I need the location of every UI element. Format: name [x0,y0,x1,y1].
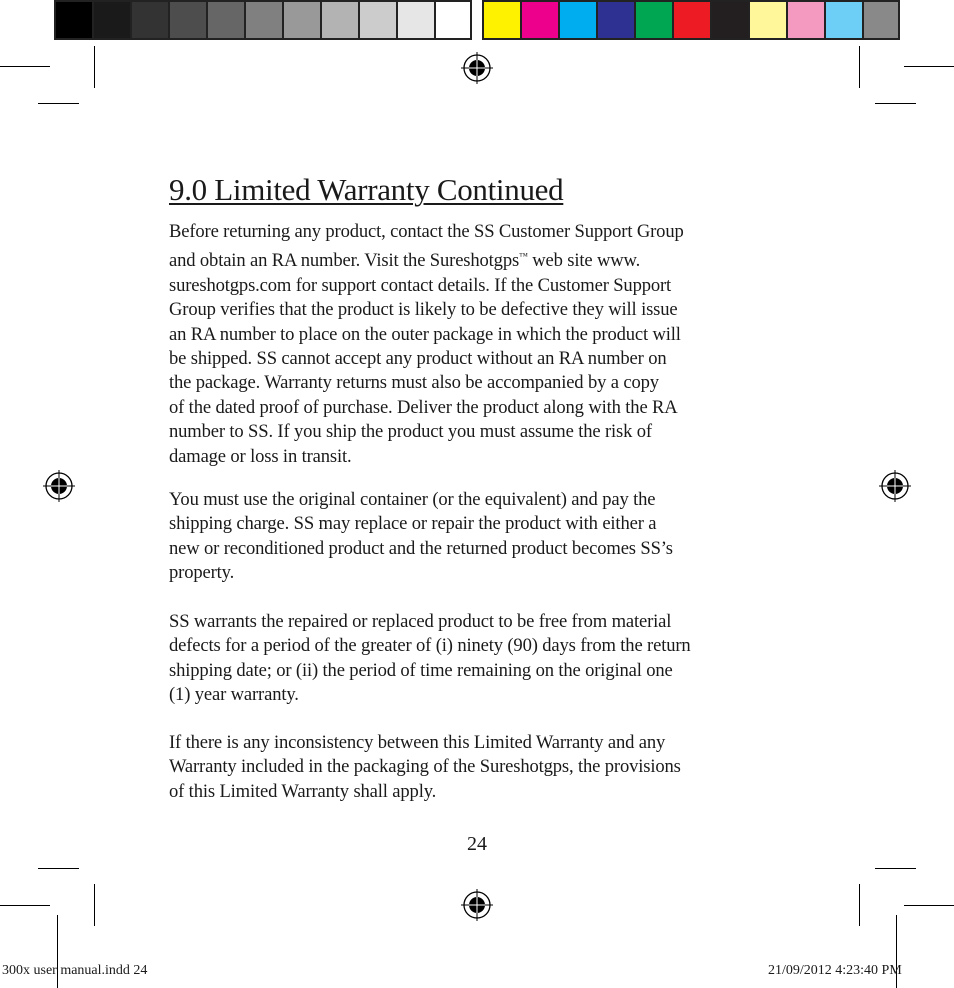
trademark-symbol: ™ [519,251,528,262]
slug-filename: 300x user manual.indd 24 [2,963,148,978]
text-line: You must use the original container (or the equivalent) and pay the [169,489,656,510]
color-swatch [132,2,170,38]
color-swatch [246,2,284,38]
color-swatch [484,2,522,38]
crop-mark [0,66,50,67]
text-line [169,244,684,273]
color-swatch [788,2,826,38]
color-swatch [750,2,788,38]
process-color-bar [482,0,900,40]
color-swatch [598,2,636,38]
paragraph-repair-warranty [169,610,691,708]
paragraph-inconsistency [169,731,681,804]
crop-mark [859,884,860,926]
color-swatch [170,2,208,38]
color-swatch [864,2,898,38]
color-swatch [560,2,598,38]
text-fragment: web site www. [527,250,641,272]
slug-timestamp: 21/09/2012 4:23:40 PM [768,963,902,978]
color-swatch [56,2,94,38]
text-line: shipping charge. SS may replace or repair the product with either a [169,513,657,535]
text-line: If there is any inconsistency between this Limited Warranty and any [169,732,666,753]
paragraph-rma-process [169,220,684,469]
text-line: of the dated proof of purchase. Deliver the product along with the RA [169,396,678,418]
color-swatch [436,2,470,38]
page-number: 24 [467,833,487,855]
color-swatch [322,2,360,38]
crop-mark [94,46,95,88]
color-swatch [94,2,132,38]
text-fragment: and obtain an RA number. Visit the Sureshotgps [169,250,520,272]
crop-mark [38,868,79,869]
color-swatch [826,2,864,38]
text-line: Warranty included in the packaging of the Sureshotgps, the provisions [169,756,681,778]
color-swatch [398,2,436,38]
crop-mark [38,103,79,104]
crop-mark [875,103,916,104]
text-line: Group verifies that the product is likely to be defective they will issue [169,299,678,321]
registration-mark-icon [461,52,493,84]
text-line: of this Limited Warranty shall apply. [169,780,437,802]
crop-mark [904,66,954,67]
crop-mark [859,46,860,88]
crop-mark [875,868,916,869]
text-line: shipping date; or (ii) the period of time remaining on the original one [169,659,673,681]
color-swatch [674,2,712,38]
crop-mark [0,905,50,906]
crop-mark [904,905,954,906]
grayscale-color-bar [54,0,472,40]
text-line: (1) year warranty. [169,684,299,706]
text-line: damage or loss in transit. [169,445,352,467]
color-swatch [360,2,398,38]
text-line: SS warrants the repaired or replaced product to be free from material [169,611,672,632]
text-line: property. [169,562,235,584]
crop-mark [94,884,95,926]
color-swatch [522,2,560,38]
color-swatch [284,2,322,38]
text-line: number to SS. If you ship the product you must assume the risk of [169,421,652,443]
color-swatch [208,2,246,38]
registration-mark-icon [461,889,493,921]
text-line: Before returning any product, contact the SS Customer Support Group [169,221,684,242]
text-line: new or reconditioned product and the returned product becomes SS’s [169,537,673,559]
registration-mark-icon [879,470,911,502]
text-line: sureshotgps.com for support contact details. If the Customer Support [169,274,672,296]
paragraph-shipping [169,488,673,586]
registration-mark-icon [43,470,75,502]
text-line: the package. Warranty returns must also be accompanied by a copy [169,372,659,394]
text-line: defects for a period of the greater of (i) ninety (90) days from the return [169,635,691,657]
section-heading: 9.0 Limited Warranty Continued [169,172,564,207]
text-line: be shipped. SS cannot accept any product without an RA number on [169,348,667,370]
color-swatch [636,2,674,38]
color-swatch [712,2,750,38]
text-line: an RA number to place on the outer package in which the product will [169,323,681,345]
